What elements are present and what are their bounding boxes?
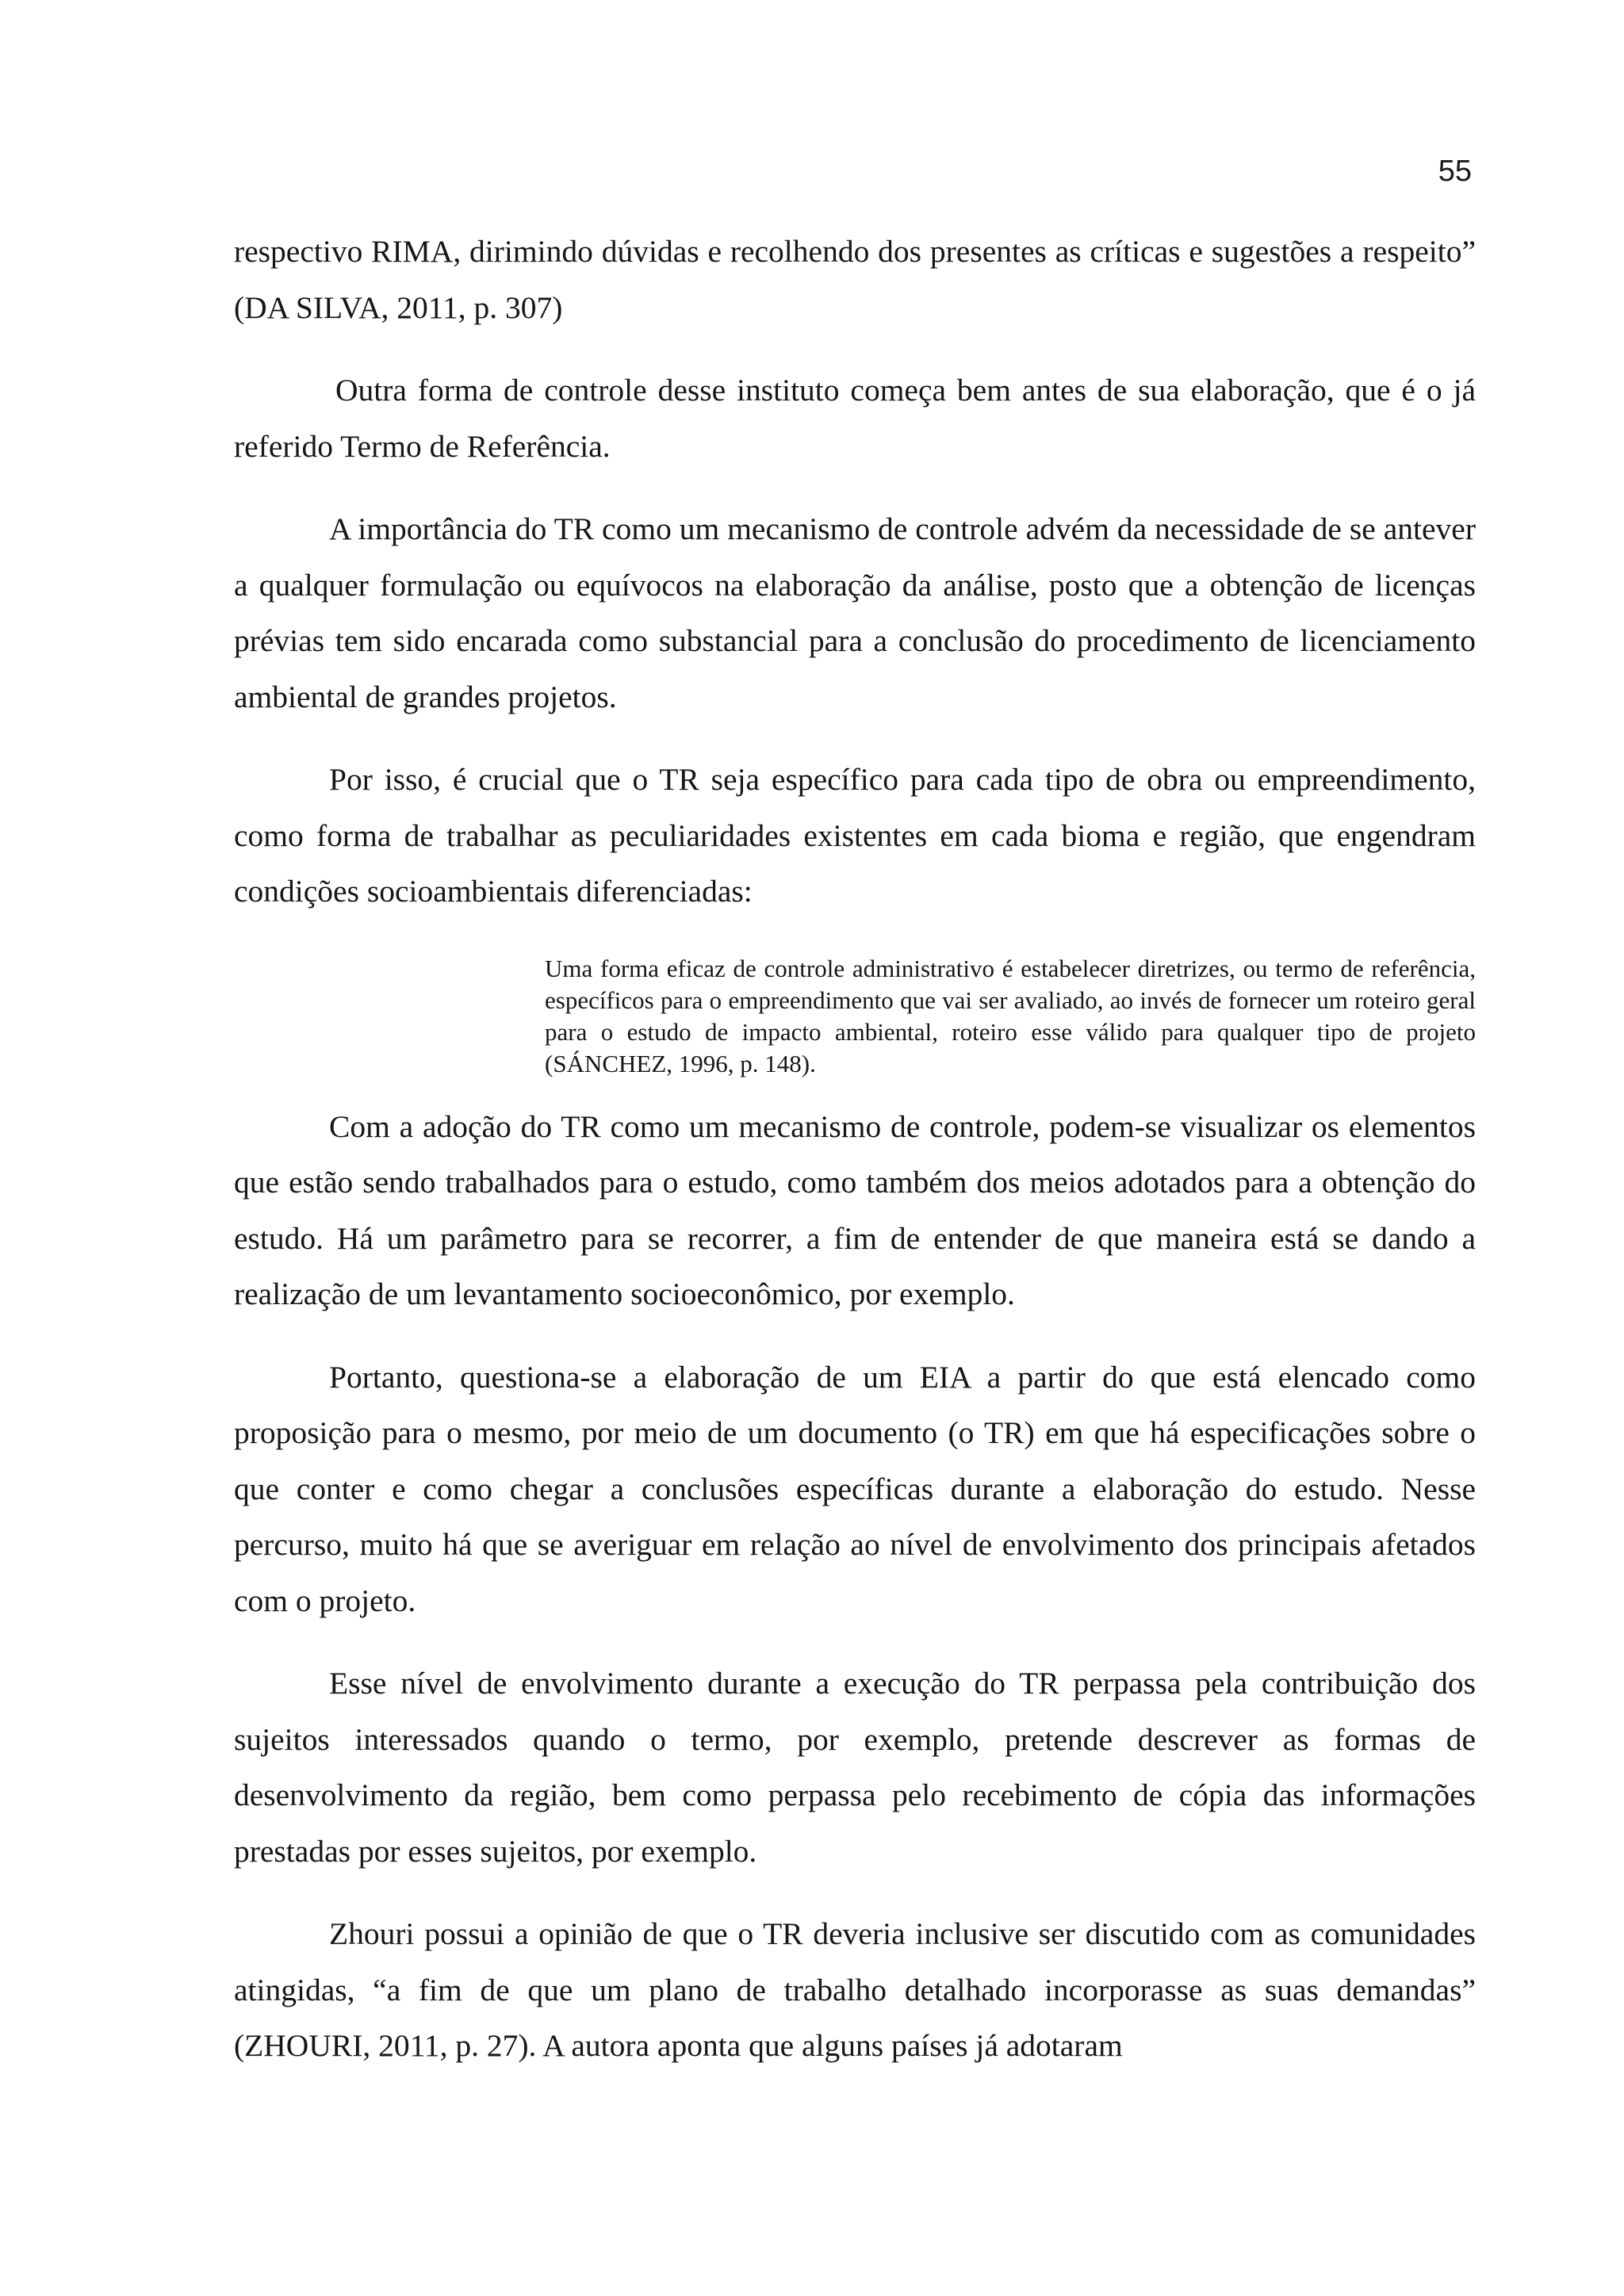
paragraph: Zhouri possui a opinião de que o TR deveria inclusive ser discutido com as comunidades atingidas, “a fim de que um plano de trabalho detalhado incorporasse as suas demandas” (ZHOURI, 2011, p. 27). A autora aponta que alguns países já adotaram (234, 1916, 1476, 2063)
paragraph: Por isso, é crucial que o TR seja específico para cada tipo de obra ou empreendimento, como forma de trabalhar as peculiaridades existentes em cada bioma e região, que engendram condições socioambientais diferenciadas: (234, 762, 1476, 909)
page-number: 55 (1438, 155, 1472, 188)
block-quote: Uma forma eficaz de controle administrativo é estabelecer diretrizes, ou termo de referência, específicos para o empreendimento que vai ser avaliado, ao invés de fornecer um roteiro geral para o estudo de impacto ambiental, roteiro esse válido para qualquer tipo de projeto (SÁNCHEZ, 1996, p. 148). (545, 954, 1476, 1077)
paragraph: Com a adoção do TR como um mecanismo de controle, podem-se visualizar os elementos que estão sendo trabalhados para o estudo, como também dos meios adotados para a obtenção do estudo. Há um parâmetro para se recorrer, a fim de entender de que maneira está se dando a realização de um levantamento socioeconômico, por exemplo. (234, 1108, 1476, 1311)
paragraph: Outra forma de controle desse instituto começa bem antes de sua elaboração, que é o já referido Termo de Referência. (234, 373, 1476, 464)
paragraph: Portanto, questiona-se a elaboração de um EIA a partir do que está elencado como proposição para o mesmo, por meio de um documento (o TR) em que há especificações sobre o que conter e como chegar a conclusões específicas durante a elaboração do estudo. Nesse percurso, muito há que se averiguar em relação ao nível de envolvimento dos principais afetados com o projeto. (234, 1359, 1476, 1618)
paragraph-continuation: respectivo RIMA, dirimindo dúvidas e recolhendo dos presentes as críticas e sugestões a respeito” (DA SILVA, 2011, p. 307) (234, 234, 1476, 325)
paragraph: A importância do TR como um mecanismo de controle advém da necessidade de se antever a qualquer formulação ou equívocos na elaboração da análise, posto que a obtenção de licenças prévias tem sido encarada como substancial para a conclusão do procedimento de licenciamento ambiental de grandes projetos. (234, 511, 1476, 714)
paragraph: Esse nível de envolvimento durante a execução do TR perpassa pela contribuição dos sujeitos interessados quando o termo, por exemplo, pretende descrever as formas de desenvolvimento da região, bem como perpassa pelo recebimento de cópia das informações prestadas por esses sujeitos, por exemplo. (234, 1666, 1476, 1869)
body-text (234, 224, 1476, 2101)
